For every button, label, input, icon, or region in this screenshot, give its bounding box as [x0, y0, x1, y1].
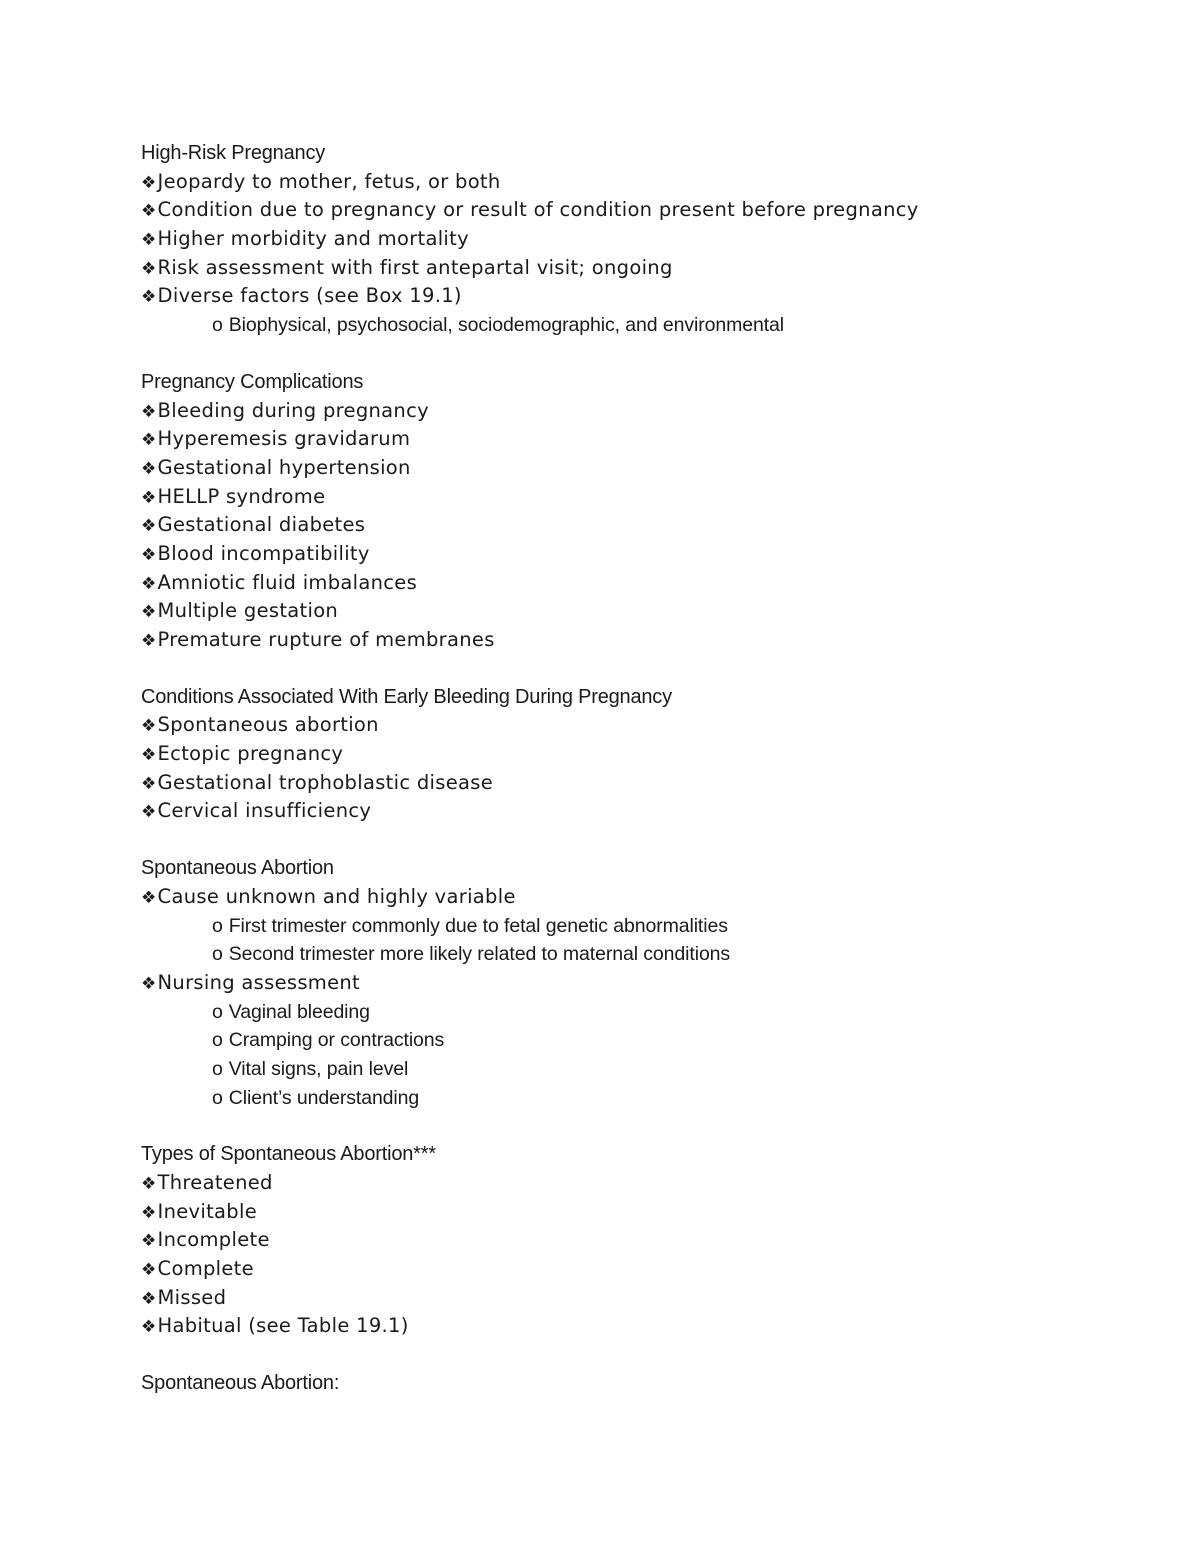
diamond-bullet-icon: ❖ [141, 1174, 157, 1194]
item-text: Inevitable [157, 1199, 257, 1223]
item-text: Missed [157, 1285, 227, 1309]
item-text: Hyperemesis gravidarum [157, 427, 411, 451]
section [141, 1140, 1141, 1341]
item-text: Cramping or contractions [228, 1029, 445, 1052]
section-heading: Conditions Associated With Early Bleeding During Pregnancy [141, 685, 672, 708]
item-text: Gestational hypertension [157, 455, 411, 479]
sub-bullet-marker: o [212, 1029, 223, 1052]
sub-bullet-marker: o [212, 1000, 223, 1023]
diamond-bullet-icon: ❖ [141, 458, 157, 479]
diamond-bullet-icon: ❖ [141, 201, 157, 222]
section [141, 139, 1141, 340]
item-text: Blood incompatibility [157, 541, 370, 565]
diamond-bullet-icon: ❖ [141, 1317, 157, 1338]
bullet-item [141, 597, 1141, 626]
item-text: Condition due to pregnancy or result of condition present before pregnancy [157, 198, 919, 222]
bullet-item [141, 1169, 1141, 1198]
item-text: Ectopic pregnancy [157, 742, 344, 766]
bullet-item [141, 483, 1141, 512]
diamond-bullet-icon: ❖ [141, 802, 157, 823]
bullet-item [141, 883, 1141, 912]
bullet-item [141, 425, 1141, 454]
item-text: Vaginal bleeding [228, 1000, 370, 1023]
bullet-item [141, 1255, 1141, 1284]
item-text: Nursing assessment [157, 970, 361, 994]
diamond-bullet-icon: ❖ [141, 973, 157, 994]
section-heading: High-Risk Pregnancy [141, 142, 326, 164]
sub-bullet-item [141, 912, 1141, 941]
bullet-item [141, 797, 1141, 826]
diamond-bullet-icon: ❖ [141, 401, 157, 422]
item-text: Premature rupture of membranes [157, 628, 495, 651]
item-text: Risk assessment with first antepartal visit; ongoing [157, 255, 673, 279]
sub-bullet-marker: o [212, 943, 223, 966]
sub-bullet-marker: o [212, 914, 223, 937]
diamond-bullet-icon: ❖ [141, 1288, 157, 1309]
item-text: Client’s understanding [228, 1086, 420, 1109]
document-page [141, 139, 1141, 1426]
sub-bullet-marker: o [212, 1086, 223, 1109]
item-text: Diverse factors (see Box 19.1) [157, 284, 462, 308]
item-text: Gestational trophoblastic disease [157, 770, 494, 794]
bullet-item [141, 540, 1141, 569]
item-text: Cervical insufficiency [157, 799, 372, 823]
section [141, 854, 1141, 1112]
diamond-bullet-icon: ❖ [141, 172, 157, 193]
bullet-item [141, 454, 1141, 483]
bullet-item [141, 196, 1141, 225]
item-text: Amniotic fluid imbalances [157, 570, 418, 594]
item-text: Spontaneous abortion [157, 713, 379, 737]
bullet-item [141, 1312, 1141, 1341]
sub-bullet-item [141, 998, 1141, 1027]
bullet-item [141, 969, 1141, 998]
item-text: First trimester commonly due to fetal genetic abnormalities [228, 914, 728, 937]
diamond-bullet-icon: ❖ [141, 745, 157, 766]
section [141, 1369, 1141, 1398]
item-text: Vital signs, pain level [228, 1057, 409, 1080]
diamond-bullet-icon: ❖ [141, 287, 157, 308]
sub-bullet-item [141, 1084, 1141, 1113]
item-text: Incomplete [157, 1228, 270, 1252]
section-heading: Spontaneous Abortion: [141, 1372, 340, 1395]
bullet-item [141, 626, 1141, 655]
sub-bullet-marker: o [212, 1057, 223, 1080]
sub-bullet-item [141, 311, 1141, 340]
section-heading: Spontaneous Abortion [141, 857, 334, 880]
item-text: Biophysical, psychosocial, sociodemographic, and environmental [228, 314, 785, 337]
sub-bullet-marker: o [212, 314, 223, 337]
section-heading: Types of Spontaneous Abortion*** [141, 1143, 436, 1166]
diamond-bullet-icon: ❖ [141, 230, 157, 251]
bullet-item [141, 511, 1141, 540]
bullet-item [141, 1284, 1141, 1313]
item-text: Habitual (see Table 19.1) [157, 1314, 409, 1338]
diamond-bullet-icon: ❖ [141, 1202, 157, 1223]
bullet-item [141, 1226, 1141, 1255]
diamond-bullet-icon: ❖ [141, 258, 157, 279]
sub-bullet-item [141, 940, 1141, 969]
diamond-bullet-icon: ❖ [141, 487, 157, 508]
diamond-bullet-icon: ❖ [141, 573, 157, 594]
item-text: Threatened [157, 1171, 273, 1194]
bullet-item [141, 569, 1141, 598]
bullet-item [141, 1198, 1141, 1227]
item-text: Multiple gestation [157, 599, 339, 623]
item-text: Complete [157, 1257, 254, 1281]
item-text: Bleeding during pregnancy [157, 398, 429, 422]
bullet-item [141, 769, 1141, 798]
item-text: Second trimester more likely related to maternal conditions [228, 943, 731, 966]
bullet-item [141, 740, 1141, 769]
bullet-item [141, 282, 1141, 311]
diamond-bullet-icon: ❖ [141, 516, 157, 537]
diamond-bullet-icon: ❖ [141, 602, 157, 623]
bullet-item [141, 397, 1141, 426]
bullet-item [141, 711, 1141, 740]
item-text: Gestational diabetes [157, 513, 366, 537]
diamond-bullet-icon: ❖ [141, 773, 157, 794]
sub-bullet-item [141, 1055, 1141, 1084]
diamond-bullet-icon: ❖ [141, 544, 157, 565]
item-text: HELLP syndrome [157, 484, 326, 508]
sub-bullet-item [141, 1026, 1141, 1055]
item-text: Cause unknown and highly variable [157, 884, 516, 908]
bullet-item [141, 254, 1141, 283]
section-heading: Pregnancy Complications [141, 370, 364, 393]
bullet-item [141, 168, 1141, 197]
section [141, 368, 1141, 655]
item-text: Higher morbidity and mortality [157, 227, 469, 251]
item-text: Jeopardy to mother, fetus, or both [157, 169, 501, 193]
diamond-bullet-icon: ❖ [141, 887, 157, 908]
section [141, 683, 1141, 826]
diamond-bullet-icon: ❖ [141, 430, 157, 451]
diamond-bullet-icon: ❖ [141, 716, 157, 737]
diamond-bullet-icon: ❖ [141, 1260, 157, 1281]
diamond-bullet-icon: ❖ [141, 1231, 157, 1252]
diamond-bullet-icon: ❖ [141, 631, 157, 651]
bullet-item [141, 225, 1141, 254]
